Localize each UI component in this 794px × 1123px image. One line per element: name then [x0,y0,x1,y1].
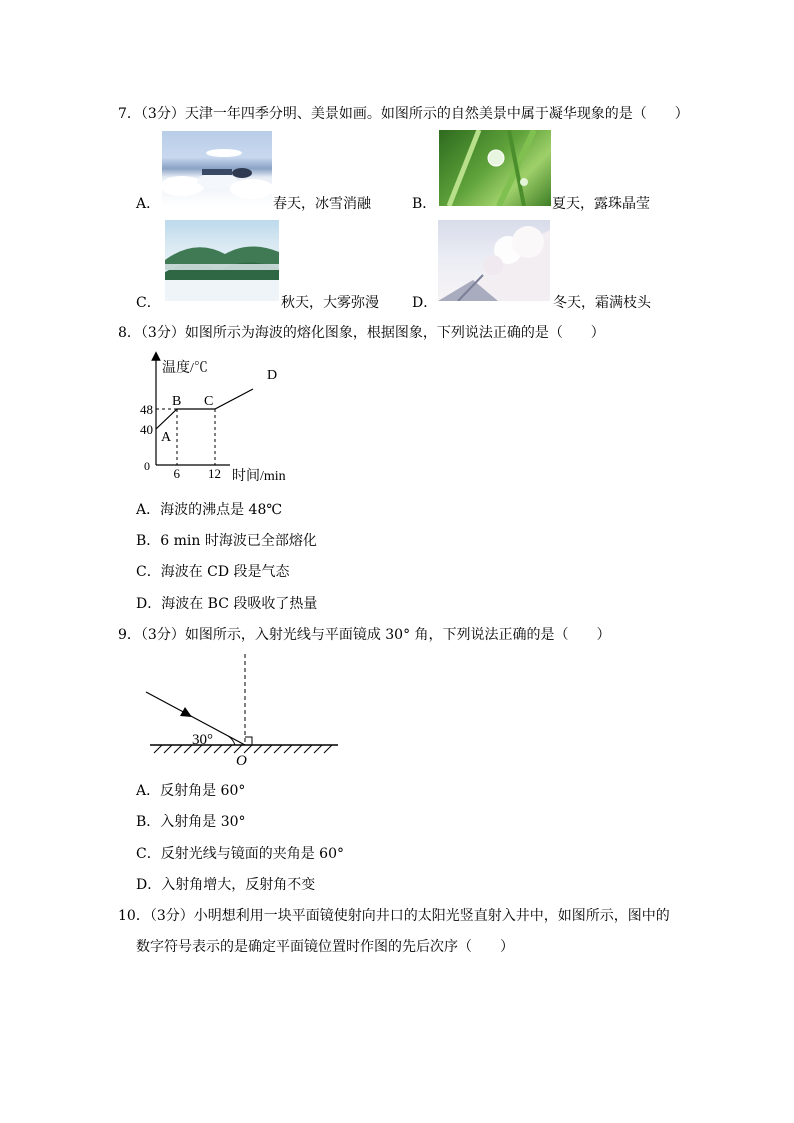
point-label-c: C [204,394,214,409]
x-tick-label: 12 [208,466,221,481]
q7-stem: 7．（3分）天津一年四季分明、美景如画。如图所示的自然美景中属于凝华现象的是（ ） [118,106,689,122]
q8-stem: 8．（3分）如图所示为海波的熔化图象，根据图象，下列说法正确的是（ ） [118,325,605,341]
q7-option-d-letter: D． [412,295,438,311]
fog-mountains-photo [165,220,279,301]
q7-option-c-letter: C． [136,295,161,311]
q8-option-c: C．海波在 CD 段是气态 [136,564,290,580]
q8-option-d: D．海波在 BC 段吸收了热量 [136,596,318,612]
q7-option-a-text: 春天，冰雪消融 [273,196,371,212]
melting-graph [140,350,300,485]
point-label-d: D [267,368,278,383]
y-tick-label: 40 [140,422,153,437]
x-tick-label: 6 [173,466,180,481]
q10-line-2: 数字符号表示的是确定平面镜位置时作图的先后次序（ ） [136,939,514,955]
q10-line-1: 10．（3分）小明想利用一块平面镜使射向井口的太阳光竖直射入井中，如图所示，图中的 [118,908,670,924]
right-angle-mark [245,737,252,745]
q9-stem: 9．（3分）如图所示，入射光线与平面镜成 30° 角，下列说法正确的是（ ） [118,627,611,643]
x-axis-label: 时间/min [232,469,286,484]
q7-option-b-text: 夏天，露珠晶莹 [552,196,650,212]
ray-arrow-icon [180,707,192,717]
q8-option-a: A．海波的沸点是 48℃ [136,502,283,518]
q9-option-c: C．反射光线与镜面的夹角是 60° [136,846,344,862]
point-label-a: A [161,430,172,445]
y-axis-label: 温度/℃ [162,361,208,376]
reflection-figure [140,650,345,770]
dew-drops-photo [439,130,551,206]
mirror-hatching [154,745,332,753]
frost-branches-photo [438,220,550,301]
q9-option-a: A．反射角是 60° [136,783,246,799]
q7-option-a-letter: A． [136,196,161,212]
angle-label: 30° [192,732,213,748]
q9-option-d: D．入射角增大，反射角不变 [136,877,316,893]
origin-label: 0 [144,459,150,473]
q9-option-b: B．入射角是 30° [136,814,246,830]
point-label-b: B [172,394,182,409]
q7-option-c-text: 秋天，大雾弥漫 [281,295,379,311]
point-o-label: O [236,753,247,769]
q7-option-d-text: 冬天，霜满枝头 [553,295,651,311]
y-tick-label: 48 [140,402,153,417]
q7-option-b-letter: B． [412,196,437,212]
q8-option-b: B．6 min 时海波已全部熔化 [136,533,317,549]
snow-melting-photo [162,131,272,206]
